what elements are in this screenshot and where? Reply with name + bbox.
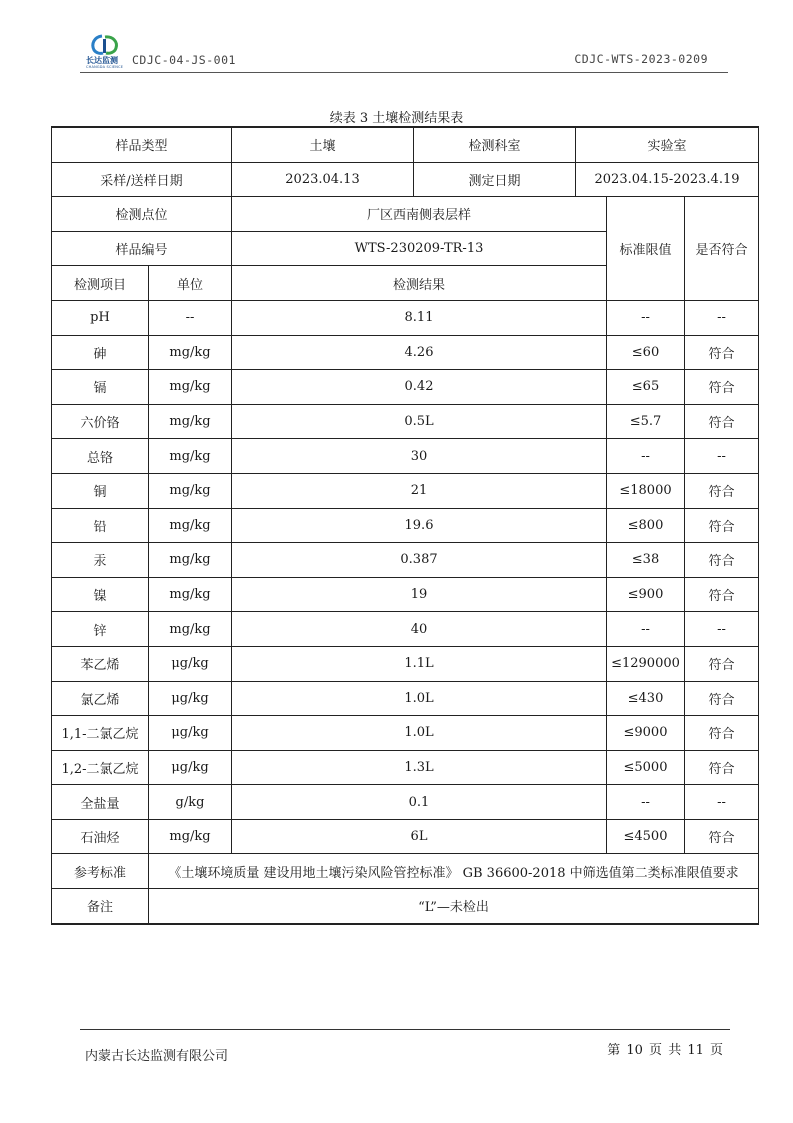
result-cell: 0.387 [232, 543, 607, 578]
limit-cell: -- [607, 300, 685, 335]
conform-cell: 符合 [685, 370, 759, 405]
table-row [52, 543, 759, 578]
logo-subtitle: CHANGDA SCIENCE [86, 65, 124, 69]
conform-cell: -- [685, 785, 759, 820]
item-cell: 镉 [52, 370, 149, 405]
result-cell: 1.0L [232, 716, 607, 751]
lab-label: 检测科室 [414, 127, 576, 162]
limit-cell: ≤430 [607, 681, 685, 716]
result-cell: 0.1 [232, 785, 607, 820]
result-cell: 40 [232, 612, 607, 647]
unit-cell: mg/kg [149, 335, 232, 370]
limit-header: 标准限值 [607, 197, 685, 301]
unit-cell: μg/kg [149, 681, 232, 716]
unit-cell: mg/kg [149, 543, 232, 578]
limit-cell: ≤60 [607, 335, 685, 370]
sample-type-label: 样品类型 [52, 127, 232, 162]
table-row [52, 681, 759, 716]
conform-cell: 符合 [685, 508, 759, 543]
sampling-date-value: 2023.04.13 [232, 162, 414, 197]
page-header [80, 30, 728, 73]
limit-cell: ≤4500 [607, 819, 685, 854]
item-cell: 1,1-二氯乙烷 [52, 716, 149, 751]
limit-cell: -- [607, 612, 685, 647]
result-cell: 6L [232, 819, 607, 854]
sample-type-value: 土壤 [232, 127, 414, 162]
sample-no-label: 样品编号 [52, 231, 232, 266]
item-cell: 砷 [52, 335, 149, 370]
table-row [52, 473, 759, 508]
table-row [52, 300, 759, 335]
limit-cell: ≤9000 [607, 716, 685, 751]
table-row [52, 819, 759, 854]
info-row-location [52, 197, 759, 232]
limit-cell: -- [607, 439, 685, 474]
footer-company: 内蒙古长达监测有限公司 [85, 1049, 229, 1064]
sample-no-value: WTS-230209-TR-13 [232, 231, 607, 266]
conform-cell: 符合 [685, 681, 759, 716]
result-cell: 8.11 [232, 300, 607, 335]
conform-cell: -- [685, 300, 759, 335]
item-cell: 苯乙烯 [52, 646, 149, 681]
unit-cell: μg/kg [149, 646, 232, 681]
table-caption: 续表 3 土壤检测结果表 [329, 111, 464, 126]
item-cell: 六价铬 [52, 404, 149, 439]
soil-results-table [51, 126, 759, 925]
result-cell: 1.3L [232, 750, 607, 785]
table-row [52, 716, 759, 751]
result-header: 检测结果 [232, 266, 607, 301]
conform-cell: 符合 [685, 819, 759, 854]
limit-cell: ≤5000 [607, 750, 685, 785]
item-cell: 铜 [52, 473, 149, 508]
remark-label: 备注 [52, 889, 149, 924]
table-row [52, 439, 759, 474]
result-cell: 0.5L [232, 404, 607, 439]
conform-cell: 符合 [685, 577, 759, 612]
conform-cell: 符合 [685, 646, 759, 681]
location-value: 厂区西南侧表层样 [232, 197, 607, 232]
item-cell: 总铬 [52, 439, 149, 474]
test-date-label: 测定日期 [414, 162, 576, 197]
limit-cell: ≤18000 [607, 473, 685, 508]
info-row-dates [52, 162, 759, 197]
conform-cell: -- [685, 439, 759, 474]
item-cell: 1,2-二氯乙烷 [52, 750, 149, 785]
conform-cell: -- [685, 612, 759, 647]
item-cell: 石油烃 [52, 819, 149, 854]
result-cell: 0.42 [232, 370, 607, 405]
unit-cell: mg/kg [149, 508, 232, 543]
info-row-sample-type [52, 127, 759, 162]
reference-row [52, 854, 759, 889]
unit-cell: mg/kg [149, 612, 232, 647]
footer-divider [80, 1029, 730, 1030]
table-row [52, 612, 759, 647]
unit-cell: mg/kg [149, 439, 232, 474]
result-cell: 19 [232, 577, 607, 612]
reference-label: 参考标准 [52, 854, 149, 889]
result-cell: 30 [232, 439, 607, 474]
unit-cell: mg/kg [149, 819, 232, 854]
sampling-date-label: 采样/送样日期 [52, 162, 232, 197]
conform-cell: 符合 [685, 404, 759, 439]
unit-cell: mg/kg [149, 577, 232, 612]
unit-cell: μg/kg [149, 750, 232, 785]
limit-cell: ≤1290000 [607, 646, 685, 681]
unit-cell: mg/kg [149, 473, 232, 508]
limit-cell: ≤65 [607, 370, 685, 405]
result-cell: 1.1L [232, 646, 607, 681]
result-cell: 4.26 [232, 335, 607, 370]
result-cell: 21 [232, 473, 607, 508]
item-header: 检测项目 [52, 266, 149, 301]
item-cell: 锌 [52, 612, 149, 647]
remark-text: “L”—未检出 [149, 889, 759, 924]
table-row [52, 577, 759, 612]
limit-cell: -- [607, 785, 685, 820]
table-row [52, 646, 759, 681]
document-code: CDJC-04-JS-001 [132, 53, 236, 67]
item-cell: 氯乙烯 [52, 681, 149, 716]
conform-cell: 符合 [685, 335, 759, 370]
item-cell: 铅 [52, 508, 149, 543]
table-row [52, 404, 759, 439]
unit-cell: g/kg [149, 785, 232, 820]
unit-cell: μg/kg [149, 716, 232, 751]
unit-cell: mg/kg [149, 404, 232, 439]
conform-cell: 符合 [685, 543, 759, 578]
table-row [52, 750, 759, 785]
location-label: 检测点位 [52, 197, 232, 232]
conform-cell: 符合 [685, 716, 759, 751]
test-date-value: 2023.04.15-2023.4.19 [576, 162, 759, 197]
result-cell: 1.0L [232, 681, 607, 716]
logo-wordmark: 长达监测 [86, 56, 118, 65]
limit-cell: ≤900 [607, 577, 685, 612]
table-row [52, 785, 759, 820]
limit-cell: ≤38 [607, 543, 685, 578]
table-row [52, 335, 759, 370]
item-cell: 汞 [52, 543, 149, 578]
limit-cell: ≤5.7 [607, 404, 685, 439]
unit-header: 单位 [149, 266, 232, 301]
remark-row [52, 889, 759, 924]
report-number: CDJC-WTS-2023-0209 [574, 52, 708, 66]
conform-cell: 符合 [685, 750, 759, 785]
unit-cell: mg/kg [149, 370, 232, 405]
item-cell: pH [52, 300, 149, 335]
footer-page-number: 第 10 页 共 11 页 [607, 1043, 723, 1058]
reference-text: 《土壤环境质量 建设用地土壤污染风险管控标准》 GB 36600-2018 中筛选值第二类标准限值要求 [149, 854, 759, 889]
table-row [52, 508, 759, 543]
item-cell: 镍 [52, 577, 149, 612]
conform-header: 是否符合 [685, 197, 759, 301]
limit-cell: ≤800 [607, 508, 685, 543]
conform-cell: 符合 [685, 473, 759, 508]
result-cell: 19.6 [232, 508, 607, 543]
table-row [52, 370, 759, 405]
unit-cell: -- [149, 300, 232, 335]
lab-value: 实验室 [576, 127, 759, 162]
item-cell: 全盐量 [52, 785, 149, 820]
